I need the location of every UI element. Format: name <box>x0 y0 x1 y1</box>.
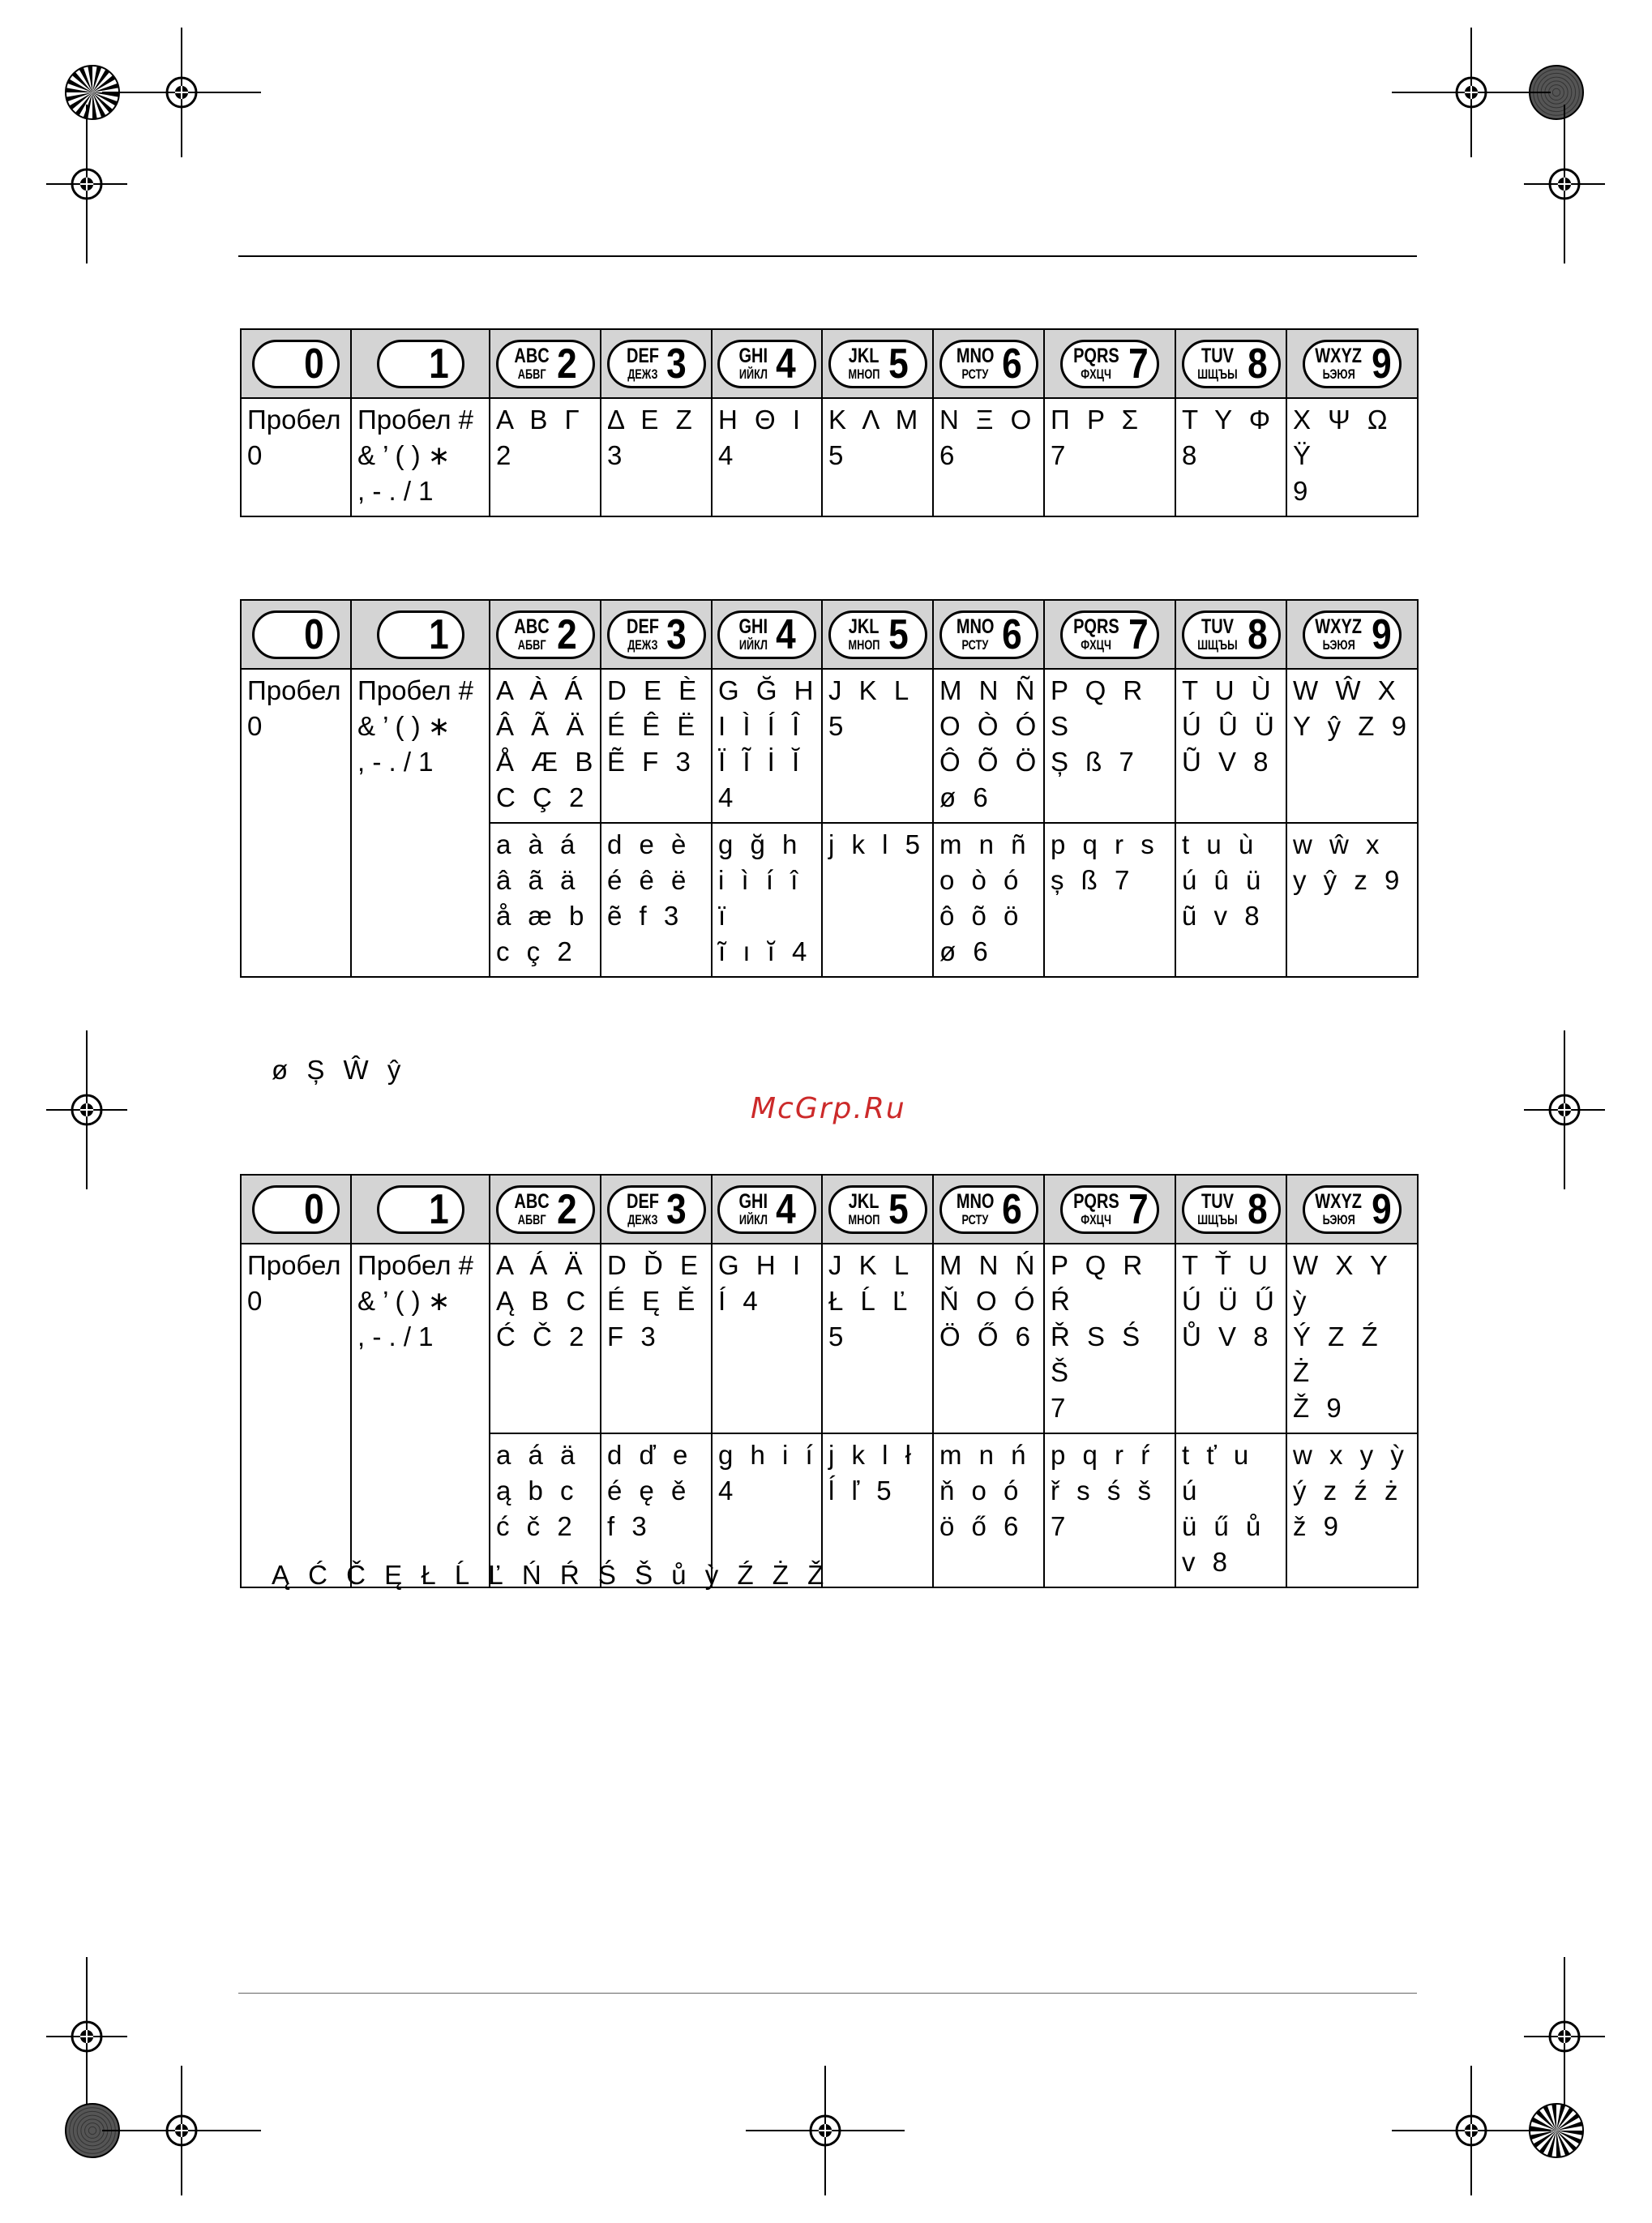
crosshair-mark-icon <box>746 2066 905 2195</box>
central-special-chars-note: Ą Ć Č Ę Ł Ĺ Ľ Ń Ŕ Ś Š ů ỳ Ź Ż Ž <box>272 1560 828 1590</box>
key-0-icon: 0 <box>252 1185 340 1234</box>
key-6-lower: m n ñ o ò ó ô õ ö ø 6 <box>939 829 1029 966</box>
key-0-chars: Пробел 0 <box>247 675 341 741</box>
key-2-lower: a á ä ą b c ć č 2 <box>496 1440 578 1541</box>
key-6-icon: MNO РСТУ 6 <box>939 340 1038 388</box>
key-0-chars: Пробел 0 <box>247 1250 341 1316</box>
key-1-icon: 1 <box>377 1185 464 1234</box>
key-3-lower: d e è é ê ë ẽ f 3 <box>607 829 689 931</box>
footer-rule <box>238 1993 1417 1994</box>
key-header-cell <box>490 1175 601 1244</box>
key-5-lower: j k l 5 <box>828 829 923 859</box>
key-header-cell <box>822 600 933 669</box>
key-header-cell <box>1175 600 1286 669</box>
key-0-icon: 0 <box>252 340 340 388</box>
key-4-icon: GHI ИЙКЛ 4 <box>717 610 816 659</box>
key-header-cell <box>241 329 351 398</box>
key-7-icon: PQRS ФХЦЧ 7 <box>1060 340 1159 388</box>
key-6-lower: m n ń ň o ó ö ő 6 <box>939 1440 1029 1541</box>
key-8-chars: Τ Υ Φ 8 <box>1182 405 1273 470</box>
key-5-icon: JKL МНОП 5 <box>828 610 927 659</box>
central-upper-row <box>241 1244 1418 1433</box>
key-header-cell <box>601 600 712 669</box>
western-keymap-table <box>240 599 1419 978</box>
key-4-upper: G H I Í 4 <box>718 1250 803 1316</box>
key-3-icon: DEF ДЕЖЗ 3 <box>607 340 706 388</box>
key-6-upper: M N Ń Ň O Ó Ö Ő 6 <box>939 1250 1038 1351</box>
key-1-chars: Пробел # & ’ ( ) ∗ , - . / 1 <box>357 675 473 777</box>
crosshair-mark-icon <box>102 2066 261 2195</box>
key-header-cell <box>1175 329 1286 398</box>
key-5-icon: JKL МНОП 5 <box>828 340 927 388</box>
key-header-cell <box>822 1175 933 1244</box>
key-header-cell <box>351 600 490 669</box>
key-7-chars: Π Ρ Σ 7 <box>1051 405 1141 470</box>
key-2-chars: Α Β Γ 2 <box>496 405 582 470</box>
key-header-cell <box>241 600 351 669</box>
crosshair-mark-icon <box>1392 2066 1551 2195</box>
key-1-chars: Пробел # & ’ ( ) ∗ , - . / 1 <box>357 1250 473 1351</box>
key-9-lower: w ŵ x y ŷ z 9 <box>1293 829 1402 895</box>
key-7-lower: p q r s ș ß 7 <box>1051 829 1157 895</box>
key-9-lower: w x y ỳ ý z ź ż ž 9 <box>1293 1440 1406 1541</box>
key-3-lower: d ď e é ę ě f 3 <box>607 1440 691 1541</box>
key-header-cell <box>933 600 1044 669</box>
key-9-icon: WXYZ ЬЭЮЯ 9 <box>1303 340 1402 388</box>
key-header-cell <box>490 329 601 398</box>
key-4-chars: Η Θ Ι 4 <box>718 405 803 470</box>
key-2-icon: ABC АБВГ 2 <box>496 610 595 659</box>
key-5-icon: JKL МНОП 5 <box>828 1185 927 1234</box>
key-header-row <box>241 1175 1418 1244</box>
key-header-cell <box>241 1175 351 1244</box>
key-4-icon: GHI ИЙКЛ 4 <box>717 1185 816 1234</box>
key-7-icon: PQRS ФХЦЧ 7 <box>1060 610 1159 659</box>
key-3-chars: Δ Ε Ζ 3 <box>607 405 695 470</box>
key-2-upper: A Á Ä Ą B C Ć Č 2 <box>496 1250 588 1351</box>
key-5-chars: Κ Λ Μ 5 <box>828 405 921 470</box>
key-2-upper: A À Á Â Ã Ä Å Æ B C Ç 2 <box>496 675 596 812</box>
header-rule <box>238 255 1417 257</box>
key-6-icon: MNO РСТУ 6 <box>939 1185 1038 1234</box>
key-header-cell <box>1286 1175 1418 1244</box>
key-header-cell <box>1175 1175 1286 1244</box>
key-4-upper: G Ğ H I Ì Í Î Ï Ĩ İ Ĭ 4 <box>718 675 816 812</box>
key-3-upper: D Ď E É Ę Ě F 3 <box>607 1250 701 1351</box>
key-header-cell <box>712 600 822 669</box>
key-header-cell <box>1044 600 1175 669</box>
key-8-upper: T U Ù Ú Û Ü Ũ V 8 <box>1182 675 1277 777</box>
key-7-lower: p q r ŕ ř s ś š 7 <box>1051 1440 1153 1541</box>
key-6-upper: M N Ñ O Ò Ó Ô Õ Ö ø 6 <box>939 675 1039 812</box>
key-9-upper: W Ŵ X Y ŷ Z 9 <box>1293 675 1409 741</box>
key-header-cell <box>1044 1175 1175 1244</box>
key-9-upper: W X Y ỳ Ý Z Ź Ż Ž 9 <box>1293 1250 1390 1423</box>
crosshair-mark-icon <box>1524 105 1605 263</box>
key-0-icon: 0 <box>252 610 340 659</box>
key-header-cell <box>822 329 933 398</box>
key-8-icon: TUV ШЩЪЫ 8 <box>1182 610 1281 659</box>
crosshair-mark-icon <box>46 1030 127 1189</box>
key-6-chars: Ν Ξ Ο 6 <box>939 405 1034 470</box>
key-header-cell <box>712 329 822 398</box>
western-upper-row <box>241 669 1418 823</box>
key-header-row <box>241 600 1418 669</box>
key-8-upper: T Ť U Ú Ü Ű Ů V 8 <box>1182 1250 1277 1351</box>
key-1-icon: 1 <box>377 340 464 388</box>
key-8-icon: TUV ШЩЪЫ 8 <box>1182 340 1281 388</box>
key-9-icon: WXYZ ЬЭЮЯ 9 <box>1303 610 1402 659</box>
crosshair-mark-icon <box>46 105 127 263</box>
key-header-cell <box>1286 329 1418 398</box>
central-keymap-table <box>240 1174 1419 1588</box>
key-4-lower: g h i í 4 <box>718 1440 815 1506</box>
key-header-cell <box>712 1175 822 1244</box>
key-8-lower: t ť u ú ü ű ů v 8 <box>1182 1440 1264 1577</box>
key-6-icon: MNO РСТУ 6 <box>939 610 1038 659</box>
key-7-icon: PQRS ФХЦЧ 7 <box>1060 1185 1159 1234</box>
key-header-row <box>241 329 1418 398</box>
crosshair-mark-icon <box>1524 1030 1605 1189</box>
key-0-chars: Пробел 0 <box>247 405 341 470</box>
key-5-upper: J K L Ł Ĺ Ľ 5 <box>828 1250 912 1351</box>
key-5-lower: j k l ł ĺ ľ 5 <box>828 1440 914 1506</box>
key-header-cell <box>490 600 601 669</box>
key-4-icon: GHI ИЙКЛ 4 <box>717 340 816 388</box>
key-header-cell <box>1044 329 1175 398</box>
key-1-chars: Пробел # & ’ ( ) ∗ , - . / 1 <box>357 405 473 506</box>
key-header-cell <box>933 329 1044 398</box>
watermark: McGrp.Ru <box>751 1092 906 1125</box>
key-2-icon: ABC АБВГ 2 <box>496 340 595 388</box>
key-2-icon: ABC АБВГ 2 <box>496 1185 595 1234</box>
key-8-icon: TUV ШЩЪЫ 8 <box>1182 1185 1281 1234</box>
key-header-cell <box>1286 600 1418 669</box>
key-7-upper: P Q R Ŕ Ř S Ś Š 7 <box>1051 1250 1145 1423</box>
key-header-cell <box>601 1175 712 1244</box>
western-special-chars-note: ø Ș Ŵ ŷ <box>272 1055 404 1085</box>
key-9-icon: WXYZ ЬЭЮЯ 9 <box>1303 1185 1402 1234</box>
key-1-icon: 1 <box>377 610 464 659</box>
key-3-upper: D E È É Ê Ë Ẽ F 3 <box>607 675 700 777</box>
greek-char-row <box>241 398 1418 516</box>
key-9-chars: Χ Ψ Ω Ϋ 9 <box>1293 405 1390 506</box>
key-3-icon: DEF ДЕЖЗ 3 <box>607 1185 706 1234</box>
key-header-cell <box>351 1175 490 1244</box>
key-5-upper: J K L 5 <box>828 675 912 741</box>
key-4-lower: g ğ h i ì í î ï ĩ ı ĭ 4 <box>718 829 810 966</box>
key-8-lower: t u ù ú û ü ũ v 8 <box>1182 829 1264 931</box>
key-7-upper: P Q R S Ș ß 7 <box>1051 675 1145 777</box>
key-header-cell <box>351 329 490 398</box>
key-2-lower: a à á â ã ä å æ b c ç 2 <box>496 829 587 966</box>
greek-keymap-table <box>240 328 1419 517</box>
key-3-icon: DEF ДЕЖЗ 3 <box>607 610 706 659</box>
key-header-cell <box>601 329 712 398</box>
key-header-cell <box>933 1175 1044 1244</box>
